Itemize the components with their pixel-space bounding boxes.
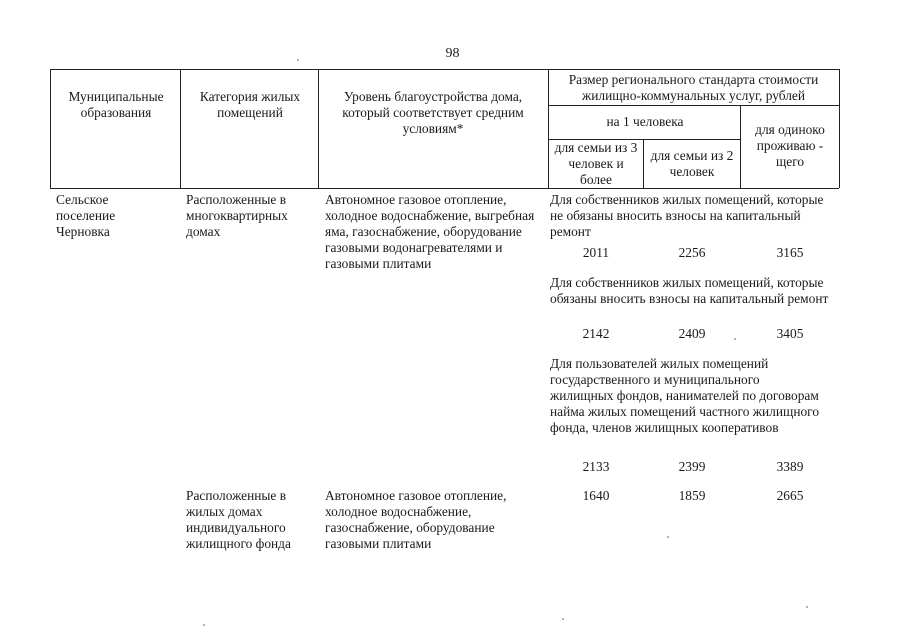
header-single: для одиноко проживаю - щего <box>755 122 825 169</box>
header-level: Уровень благоустройства дома, который соответствует средним условиям* <box>342 89 524 136</box>
row1-group1-value-single: 3165 <box>776 245 804 260</box>
row1-group1-value-family2: 2256 <box>678 245 706 260</box>
row1-group3-value-family2: 2399 <box>678 459 706 474</box>
row1-group3-value-family3: 2133 <box>582 459 610 474</box>
row2-value-family3: 1640 <box>582 488 610 503</box>
row1-municipality: Сельское поселение Черновка <box>56 192 116 239</box>
row1-group2-value-family3: 2142 <box>582 326 610 341</box>
row2-level: Автономное газовое отопление, холодное водоснабжение, газоснабжение, оборудование газовыми плитами <box>325 488 507 551</box>
row2-value-single: 2665 <box>776 488 804 503</box>
header-family-2: для семьи из 2 человек <box>650 148 734 179</box>
row1-group2-value-single: 3405 <box>776 326 804 341</box>
row1-level: Автономное газовое отопление, холодное водоснабжение, выгребная яма, газоснабжение, оборудование газовыми водонагревателями и газовыми плитами <box>325 192 535 271</box>
header-per-person: на 1 человека <box>606 114 684 129</box>
row1-category: Расположенные в многоквартирных домах <box>186 192 288 239</box>
row2-value-family2: 1859 <box>678 488 706 503</box>
row1-group2-value-family2: 2409 <box>678 326 706 341</box>
row1-group1-label: Для собственников жилых помещений, которые не обязаны вносить взносы на капитальный ремонт <box>550 192 824 239</box>
row1-group2-label: Для собственников жилых помещений, которые обязаны вносить взносы на капитальный ремонт <box>550 275 829 306</box>
header-category: Категория жилых помещений <box>199 89 301 120</box>
page-number: 98 <box>445 46 460 61</box>
row1-group3-label: Для пользователей жилых помещений государственного и муниципального жилищных фондов, нанимателей по договорам найма жилых помещений частного жилищного фонда, членов жилищных кооперативов <box>550 356 820 435</box>
header-municipalities: Муниципальные образования <box>68 89 164 120</box>
row2-category: Расположенные в жилых домах индивидуального жилищного фонда <box>186 488 291 551</box>
row1-group1-value-family3: 2011 <box>582 245 610 260</box>
header-standard-size: Размер регионального стандарта стоимости жилищно-коммунальных услуг, рублей <box>568 72 819 103</box>
row1-group3-value-single: 3389 <box>776 459 804 474</box>
header-family-3: для семьи из 3 человек и более <box>554 140 638 187</box>
